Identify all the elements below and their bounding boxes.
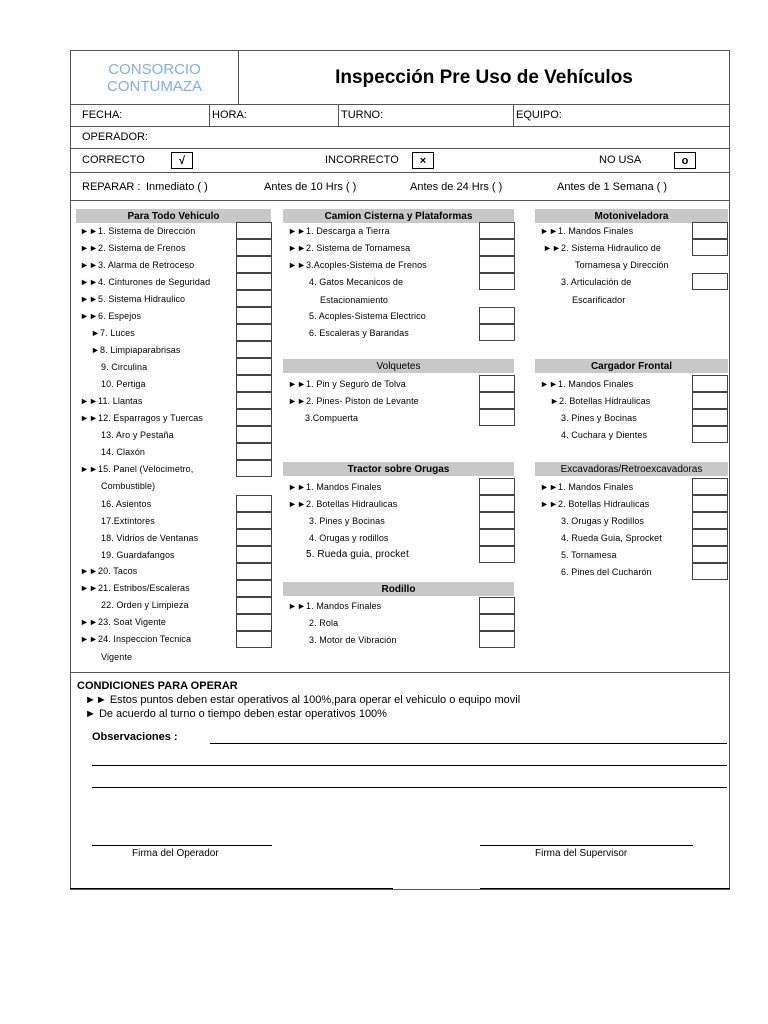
checklist-item: 6. Escaleras y Barandas bbox=[309, 328, 409, 338]
operator-signature-line[interactable] bbox=[92, 845, 272, 846]
check-box[interactable] bbox=[692, 426, 728, 443]
checklist-item: 3. Motor de Vibración bbox=[309, 635, 397, 645]
checklist-item: ►►12. Esparragos y Tuercas bbox=[80, 413, 203, 423]
company-name-line2: CONTUMAZA bbox=[107, 77, 202, 95]
section-motoniveladora-header: Motoniveladora bbox=[535, 209, 728, 223]
checklist-item: 4. Cuchara y Dientes bbox=[561, 430, 648, 440]
incorrecto-cross-icon: × bbox=[412, 152, 434, 169]
checklist-item: 5. Rueda guia, procket bbox=[306, 549, 409, 560]
company-name-line1: CONSORCIO bbox=[108, 60, 201, 78]
check-box[interactable] bbox=[236, 392, 272, 409]
document-title: Inspección Pre Uso de Vehículos bbox=[335, 66, 633, 88]
check-box[interactable] bbox=[692, 392, 728, 409]
check-box[interactable] bbox=[236, 341, 272, 358]
check-box[interactable] bbox=[479, 307, 515, 324]
check-box[interactable] bbox=[692, 529, 728, 546]
section-tractor-header: Tractor sobre Orugas bbox=[283, 462, 514, 476]
checklist-item: ►►1. Mandos Finales bbox=[540, 482, 634, 492]
checklist-item: ►►6. Espejos bbox=[80, 311, 142, 321]
checklist-item: ►►15. Panel (Velocimetro, bbox=[80, 464, 194, 474]
check-box[interactable] bbox=[479, 631, 515, 648]
checklist-item: 9. Circulina bbox=[101, 362, 148, 372]
checklist-item: 19. Guardafangos bbox=[101, 550, 175, 560]
checklist-item: 14. Claxón bbox=[101, 447, 146, 457]
section-cisterna-header: Camion Cisterna y Plataformas bbox=[283, 209, 514, 223]
operator-signature-label: Firma del Operador bbox=[132, 848, 219, 859]
check-box[interactable] bbox=[236, 324, 272, 341]
check-box[interactable] bbox=[236, 375, 272, 392]
checklist-item: ►8. Limpiaparabrisas bbox=[91, 345, 181, 355]
section-cargador-header: Cargador Frontal bbox=[535, 359, 728, 373]
check-box[interactable] bbox=[236, 222, 272, 239]
turno-field[interactable]: TURNO: bbox=[341, 109, 384, 121]
check-box[interactable] bbox=[236, 631, 272, 648]
checklist-item: 4. Gatos Mecanicos de bbox=[309, 277, 404, 287]
fecha-field[interactable]: FECHA: bbox=[82, 109, 123, 121]
reparar-antes-semana[interactable]: Antes de 1 Semana ( ) bbox=[557, 181, 668, 193]
checklist-item: ►►2. Sistema Hidraulico de bbox=[543, 243, 661, 253]
form-header bbox=[70, 50, 730, 105]
checklist-item: ►►1. Descarga a Tierra bbox=[288, 226, 390, 236]
checklist-item: 3.Compuerta bbox=[305, 413, 359, 423]
divider bbox=[338, 104, 339, 127]
checklist-item: ►►1. Sistema de Dirección bbox=[80, 226, 196, 236]
checklist-item: ►►11. Llantas bbox=[80, 396, 143, 406]
conditions-divider bbox=[70, 672, 730, 673]
checklist-item: 16. Asientos bbox=[101, 499, 152, 509]
checklist-item: ►►5. Sistema Hidraulico bbox=[80, 294, 186, 304]
checklist-item: ►►1. Mandos Finales bbox=[540, 226, 634, 236]
date-row bbox=[70, 104, 730, 127]
check-box[interactable] bbox=[479, 597, 515, 614]
checklist-item: ►►1. Mandos Finales bbox=[540, 379, 634, 389]
correcto-check-icon: √ bbox=[171, 152, 193, 169]
checklist-item: 13. Aro y Pestaña bbox=[101, 430, 174, 440]
check-box[interactable] bbox=[692, 273, 728, 290]
checklist-item: ►►2. Botellas Hidraulicas bbox=[540, 499, 650, 509]
operator-row bbox=[70, 127, 730, 149]
checklist-item: 17.Extintores bbox=[101, 516, 155, 526]
section-todo-vehiculo-header: Para Todo Vehiculo bbox=[76, 209, 271, 223]
check-box[interactable] bbox=[692, 546, 728, 563]
check-box[interactable] bbox=[479, 478, 515, 495]
check-box[interactable] bbox=[479, 614, 515, 631]
operador-field[interactable]: OPERADOR: bbox=[82, 131, 149, 143]
check-box[interactable] bbox=[479, 529, 515, 546]
conditions-title: CONDICIONES PARA OPERAR bbox=[77, 680, 238, 692]
checklist-item: Combustible) bbox=[101, 481, 156, 491]
check-box[interactable] bbox=[479, 273, 515, 290]
section-volquetes-header: Volquetes bbox=[283, 359, 514, 373]
checklist-item: ►►4. Cinturones de Seguridad bbox=[80, 277, 211, 287]
check-box[interactable] bbox=[236, 409, 272, 426]
supervisor-signature-label: Firma del Supervisor bbox=[535, 848, 628, 859]
company-logo bbox=[71, 51, 239, 104]
check-box[interactable] bbox=[236, 546, 272, 563]
bottom-line bbox=[480, 888, 730, 889]
check-box[interactable] bbox=[236, 290, 272, 307]
observaciones-line[interactable] bbox=[92, 787, 727, 788]
checklist-item: 3. Pines y Bocinas bbox=[309, 516, 385, 526]
check-box[interactable] bbox=[479, 222, 515, 239]
divider bbox=[209, 104, 210, 127]
check-box[interactable] bbox=[479, 546, 515, 563]
check-box[interactable] bbox=[236, 563, 272, 580]
supervisor-signature-line[interactable] bbox=[480, 845, 693, 846]
correcto-label: CORRECTO bbox=[82, 154, 145, 166]
section-excavadoras-header: Excavadoras/Retroexcavadoras bbox=[535, 462, 728, 476]
checklist-item: ►2. Botellas Hidraulicas bbox=[550, 396, 651, 406]
check-box[interactable] bbox=[236, 495, 272, 512]
incorrecto-label: INCORRECTO bbox=[325, 154, 399, 166]
divider bbox=[513, 104, 514, 127]
check-box[interactable] bbox=[692, 563, 728, 580]
checklist-item: 6. Pines del Cucharón bbox=[561, 567, 652, 577]
check-box[interactable] bbox=[479, 392, 515, 409]
checklist-item: 4. Rueda Guia, Sprocket bbox=[561, 533, 662, 543]
condition-line: ►► Estos puntos deben estar operativos al 100%,para operar el vehiculo o equipo movil bbox=[85, 694, 521, 706]
check-box[interactable] bbox=[692, 222, 728, 239]
checklist-item: ►►3. Alarma de Retroceso bbox=[80, 260, 195, 270]
check-box[interactable] bbox=[236, 443, 272, 460]
checklist-item: Escarificador bbox=[572, 295, 626, 305]
condition-line: ► De acuerdo al turno o tiempo deben estar operativos 100% bbox=[85, 708, 387, 720]
check-box[interactable] bbox=[236, 529, 272, 546]
checklist-item: ►►21. Estribos/Escaleras bbox=[80, 583, 190, 593]
check-box[interactable] bbox=[236, 597, 272, 614]
no-usa-circle-icon: o bbox=[674, 152, 696, 169]
bottom-line bbox=[70, 888, 393, 889]
checklist-item: ►►24. Inspeccion Tecnica bbox=[80, 634, 192, 644]
check-box[interactable] bbox=[479, 512, 515, 529]
checklist-item: ►►2. Pines- Piston de Levante bbox=[288, 396, 419, 406]
checklist-item: 4. Orugas y rodillos bbox=[309, 533, 389, 543]
check-box[interactable] bbox=[236, 460, 272, 477]
checklist-item: ►►3.Acoples-Sistema de Frenos bbox=[288, 260, 427, 270]
no-usa-label: NO USA bbox=[599, 154, 642, 166]
reparar-inmediato[interactable]: Inmediato ( ) bbox=[146, 181, 208, 193]
checklist-item: 5. Tornamesa bbox=[561, 550, 617, 560]
checklist-item: ►►20. Tacos bbox=[80, 566, 138, 576]
checklist-item: 2. Rola bbox=[309, 618, 339, 628]
check-box[interactable] bbox=[692, 495, 728, 512]
check-box[interactable] bbox=[236, 580, 272, 597]
check-box[interactable] bbox=[236, 614, 272, 631]
reparar-antes-10[interactable]: Antes de 10 Hrs ( ) bbox=[264, 181, 357, 193]
checklist-item: ►►23. Soat Vigente bbox=[80, 617, 167, 627]
check-box[interactable] bbox=[236, 239, 272, 256]
check-box[interactable] bbox=[479, 324, 515, 341]
equipo-field[interactable]: EQUIPO: bbox=[516, 109, 562, 121]
section-rodillo-header: Rodillo bbox=[283, 582, 514, 596]
checklist-item: ►►2. Botellas Hidraulicas bbox=[288, 499, 398, 509]
check-box[interactable] bbox=[692, 239, 728, 256]
checklist-item: 3. Articulación de bbox=[561, 277, 632, 287]
check-box[interactable] bbox=[236, 256, 272, 273]
checklist-item: ►►2. Sistema de Tornamesa bbox=[288, 243, 411, 253]
check-box[interactable] bbox=[236, 512, 272, 529]
checklist-item: Vigente bbox=[101, 652, 133, 662]
checklist-item: 5. Acoples-Sistema Electrico bbox=[309, 311, 426, 321]
observaciones-line[interactable] bbox=[210, 743, 727, 744]
checklist-item: ►►1. Pin y Seguro de Tolva bbox=[288, 379, 406, 389]
checklist-item: ►►1. Mandos Finales bbox=[288, 482, 382, 492]
check-box[interactable] bbox=[692, 512, 728, 529]
check-box[interactable] bbox=[692, 478, 728, 495]
checklist-item: 3. Orugas y Rodillos bbox=[561, 516, 645, 526]
hora-field[interactable]: HORA: bbox=[212, 109, 247, 121]
checklist-item: ►►1. Mandos Finales bbox=[288, 601, 382, 611]
checklist-item: 18. Vidrios de Ventanas bbox=[101, 533, 199, 543]
checklist-item: Estacionamiento bbox=[320, 295, 389, 305]
check-box[interactable] bbox=[236, 426, 272, 443]
check-box[interactable] bbox=[236, 273, 272, 290]
check-box[interactable] bbox=[236, 307, 272, 324]
checklist-item: 3. Pines y Bocinas bbox=[561, 413, 637, 423]
checklist-item: ►►2. Sistema de Frenos bbox=[80, 243, 186, 253]
check-box[interactable] bbox=[692, 375, 728, 392]
check-box[interactable] bbox=[479, 256, 515, 273]
check-box[interactable] bbox=[692, 409, 728, 426]
reparar-label: REPARAR : bbox=[82, 181, 141, 193]
checklist-item: ►7. Luces bbox=[91, 328, 135, 338]
check-box[interactable] bbox=[479, 495, 515, 512]
checklist-item: Tornamesa y Dirección bbox=[575, 260, 669, 270]
observaciones-line[interactable] bbox=[92, 765, 727, 766]
check-box[interactable] bbox=[236, 358, 272, 375]
reparar-antes-24[interactable]: Antes de 24 Hrs ( ) bbox=[410, 181, 503, 193]
checklist-item: 22. Orden y Limpieza bbox=[101, 600, 189, 610]
checklist-item: 10. Pertiga bbox=[101, 379, 146, 389]
check-box[interactable] bbox=[479, 375, 515, 392]
observaciones-label: Observaciones : bbox=[92, 731, 178, 743]
check-box[interactable] bbox=[479, 409, 515, 426]
check-box[interactable] bbox=[479, 239, 515, 256]
